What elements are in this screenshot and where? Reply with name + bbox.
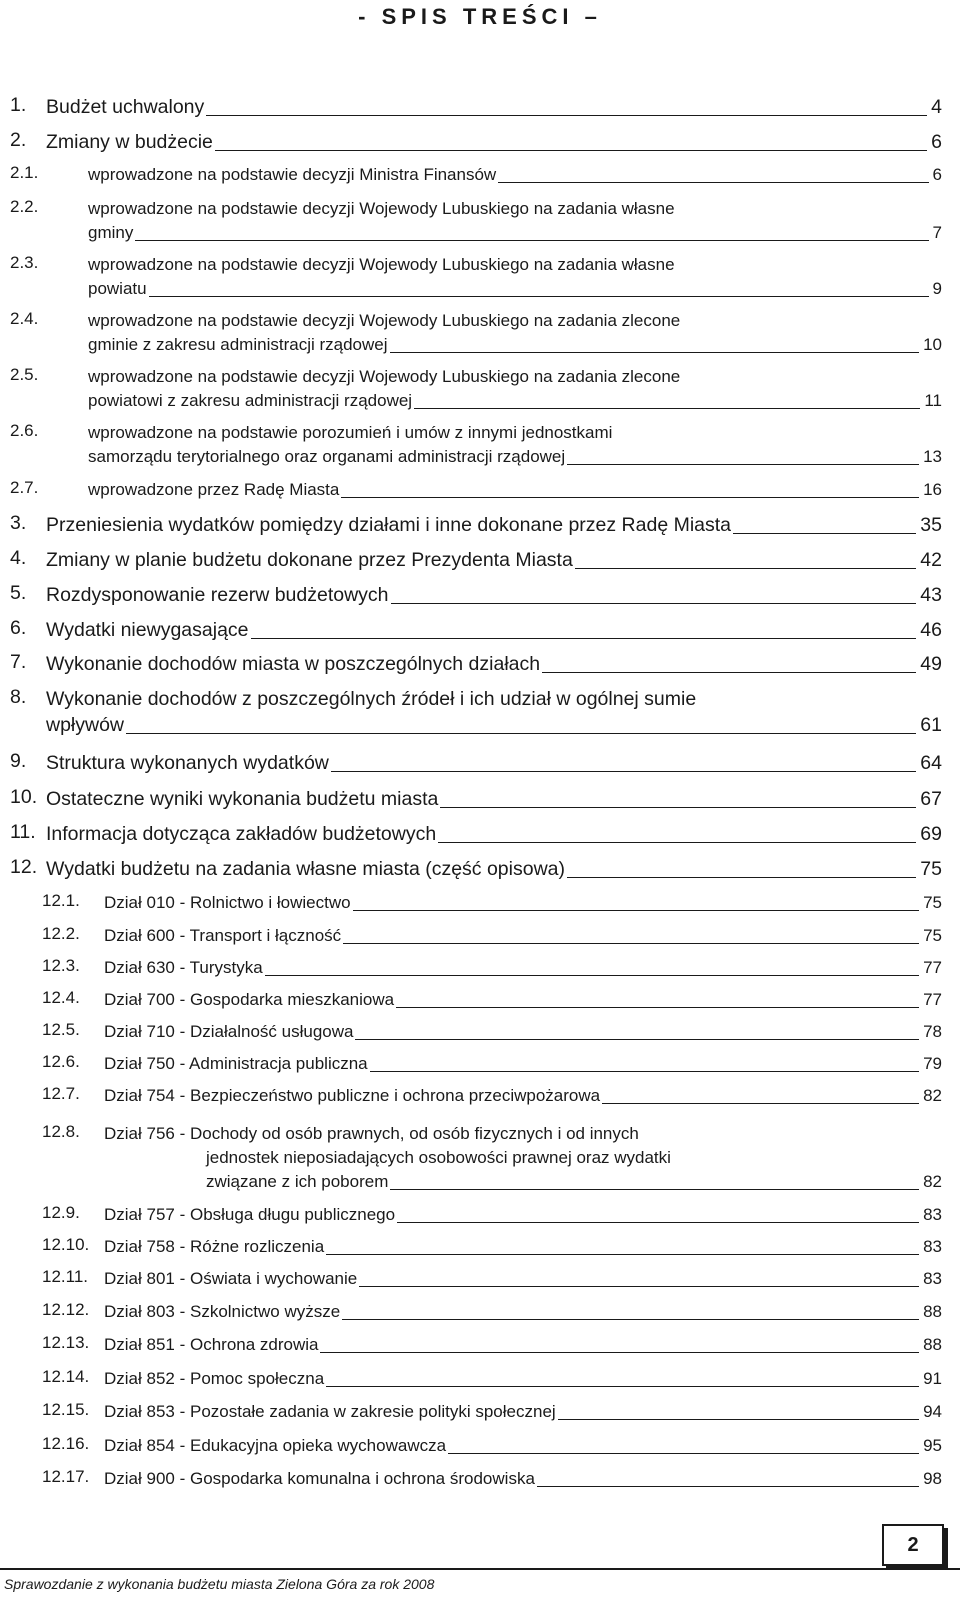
toc-entry-number: 12.10. [42,1235,90,1254]
toc-page-number: 69 [920,823,942,845]
toc-page-number: 83 [923,1205,942,1224]
toc-page-number: 49 [920,653,942,675]
toc-leader-line [396,1007,919,1008]
toc-entry-title: Dział 758 - Różne rozliczenia [104,1237,325,1256]
toc-leader-line [135,240,928,241]
toc-entry-title: Wykonanie dochodów z poszczególnych źródeł i ich udział w ogólnej sumie [46,688,697,710]
toc-entry-title: wprowadzone na podstawie decyzji Wojewody Lubuskiego na zadania zlecone [88,311,681,330]
toc-leader-line [602,1103,919,1104]
toc-entry-title: gminie z zakresu administracji rządowej [88,335,388,354]
toc-entry-title: Dział 757 - Obsługa długu publicznego [104,1205,396,1224]
page-title: - SPIS TREŚCI – [358,4,602,29]
toc-entry-title: wprowadzone przez Radę Miasta [88,480,340,499]
toc-entry-number: 3. [10,512,27,534]
toc-entry-title: jednostek nieposiadających osobowości prawnej oraz wydatki [206,1148,671,1167]
toc-page-number: 11 [924,391,942,410]
toc-page-number: 79 [923,1054,942,1073]
toc-entry-number: 12.3. [42,956,80,975]
toc-leader-line [343,943,919,944]
toc-leader-line [448,1453,919,1454]
toc-entry-number: 9. [10,750,27,772]
toc-entry-number: 12. [10,856,38,878]
toc-entry-number: 12.14. [42,1367,90,1386]
toc-page-number: 94 [923,1402,942,1421]
toc-entry-number: 2.7. [10,478,39,497]
toc-page-number: 9 [932,279,942,298]
toc-entry-number: 12.1. [42,891,80,910]
toc-entry-title: Dział 710 - Działalność usługowa [104,1022,354,1041]
toc-entry-number: 10. [10,786,38,808]
toc-entry-title: powiatowi z zakresu administracji rządowej [88,391,413,410]
toc-entry-number: 12.6. [42,1052,80,1071]
toc-page-number: 42 [920,549,942,571]
toc-page-number: 82 [923,1086,942,1105]
toc-entry-number: 12.9. [42,1203,80,1222]
toc-page-number: 75 [923,926,942,945]
toc-leader-line [542,672,916,673]
toc-entry-title: Dział 852 - Pomoc społeczna [104,1369,325,1388]
toc-leader-line [390,1189,919,1190]
toc-leader-line [206,115,927,116]
toc-leader-line [567,464,919,465]
toc-entry-number: 12.5. [42,1020,80,1039]
toc-leader-line [326,1386,919,1387]
toc-leader-line [567,877,916,878]
toc-entry-number: 1. [10,94,27,116]
toc-page-number: 75 [923,893,942,912]
toc-page-number: 77 [923,990,942,1009]
toc-page-number: 64 [920,752,942,774]
toc-entry-title: wprowadzone na podstawie porozumień i umów z innymi jednostkami [88,423,613,442]
toc-entry-number: 5. [10,582,27,604]
toc-page-number: 67 [920,788,942,810]
toc-entry-title: wprowadzone na podstawie decyzji Ministra Finansów [88,165,497,184]
toc-entry-number: 8. [10,686,27,708]
toc-page-number: 88 [923,1335,942,1354]
toc-page-number: 16 [923,480,942,499]
toc-leader-line [353,910,919,911]
toc-entry-number: 2.4. [10,309,39,328]
toc-entry-title: Ostateczne wyniki wykonania budżetu miasta [46,788,439,810]
toc-entry-title: Dział 854 - Edukacyjna opieka wychowawcza [104,1436,447,1455]
toc-entry-number: 7. [10,651,27,673]
toc-leader-line [414,408,920,409]
toc-entry-title: Dział 750 - Administracja publiczna [104,1054,368,1073]
toc-page-number: 7 [932,223,942,242]
toc-entry-number: 2.2. [10,197,39,216]
toc-page-number: 77 [923,958,942,977]
toc-entry-number: 12.4. [42,988,80,1007]
toc-entry-title: Dział 853 - Pozostałe zadania w zakresie polityki społecznej [104,1402,556,1421]
toc-leader-line [341,497,919,498]
toc-leader-line [126,733,916,734]
toc-leader-line [342,1319,919,1320]
toc-entry-number: 6. [10,617,27,639]
toc-leader-line [251,638,917,639]
toc-entry-title: Rozdysponowanie rezerw budżetowych [46,584,389,606]
toc-page-number: 83 [923,1269,942,1288]
toc-leader-line [390,352,920,353]
toc-entry-number: 12.17. [42,1467,90,1486]
toc-leader-line [370,1071,919,1072]
toc-entry-title: wpływów [46,714,125,736]
toc-leader-line [326,1254,919,1255]
toc-page-number: 10 [923,335,942,354]
toc-page-number: 78 [923,1022,942,1041]
toc-entry-title: Informacja dotycząca zakładów budżetowych [46,823,437,845]
toc-page-number: 61 [920,714,942,736]
toc-entry-title: Dział 010 - Rolnictwo i łowiectwo [104,893,351,912]
toc-page-number: 6 [931,131,942,153]
toc-entry-title: Wydatki budżetu na zadania własne miasta (część opisowa) [46,858,565,880]
toc-entry-title: wprowadzone na podstawie decyzji Wojewody Lubuskiego na zadania własne [88,199,675,218]
toc-entry-title: Wydatki niewygasające [46,619,249,641]
toc-entry-title: wprowadzone na podstawie decyzji Wojewody Lubuskiego na zadania zlecone [88,367,681,386]
toc-page-number: 35 [920,514,942,536]
toc-entry-number: 4. [10,547,27,569]
toc-entry-title: Zmiany w budżecie [46,131,213,153]
toc-leader-line [438,842,916,843]
toc-entry-title: Dział 700 - Gospodarka mieszkaniowa [104,990,395,1009]
toc-page-number: 98 [923,1469,942,1488]
toc-entry-number: 2.3. [10,253,39,272]
toc-page-number: 13 [923,447,942,466]
toc-entry-number: 12.15. [42,1400,90,1419]
toc-entry-title: gminy [88,223,134,242]
toc-leader-line [320,1352,919,1353]
toc-entry-number: 12.8. [42,1122,80,1141]
toc-leader-line [359,1286,919,1287]
toc-leader-line [575,568,917,569]
toc-entry-number: 12.11. [42,1267,89,1286]
toc-entry-title: Struktura wykonanych wydatków [46,752,329,774]
toc-page-number: 46 [920,619,942,641]
toc-page-number: 91 [923,1369,942,1388]
toc-entry-title: Zmiany w planie budżetu dokonane przez Prezydenta Miasta [46,549,573,571]
toc-leader-line [265,975,919,976]
toc-page-number: 88 [923,1302,942,1321]
toc-entry-title: Budżet uchwalony [46,96,205,118]
toc-entry-title: Dział 756 - Dochody od osób prawnych, od osób fizycznych i od innych [104,1124,639,1143]
toc-page-number: 82 [923,1172,942,1191]
toc-entry-number: 2.5. [10,365,39,384]
toc-entry-title: Przeniesienia wydatków pomiędzy działami i inne dokonane przez Radę Miasta [46,514,732,536]
toc-page-number: 95 [923,1436,942,1455]
toc-page-number: 6 [932,165,942,184]
toc-entry-title: powiatu [88,279,147,298]
toc-leader-line [391,603,917,604]
toc-entry-title: Dział 900 - Gospodarka komunalna i ochrona środowiska [104,1469,535,1488]
toc-leader-line [558,1419,919,1420]
footer-text: Sprawozdanie z wykonania budżetu miasta Zielona Góra za rok 2008 [4,1576,435,1592]
toc-entry-number: 12.2. [42,924,80,943]
toc-entry-number: 11. [10,821,36,843]
toc-entry-title: wprowadzone na podstawie decyzji Wojewody Lubuskiego na zadania własne [88,255,675,274]
toc-page-number: 83 [923,1237,942,1256]
page-number-box: 2 [882,1524,944,1566]
toc-leader-line [537,1486,919,1487]
toc-page-number: 75 [920,858,942,880]
toc-entry-title: Dział 754 - Bezpieczeństwo publiczne i ochrona przeciwpożarowa [104,1086,601,1105]
toc-entry-title: Dział 600 - Transport i łączność [104,926,342,945]
toc-entry-number: 12.7. [42,1084,80,1103]
toc-entry-title: samorządu terytorialnego oraz organami administracji rządowej [88,447,566,466]
footer-divider [0,1568,960,1570]
toc-leader-line [498,182,928,183]
toc-entry-number: 12.12. [42,1300,90,1319]
toc-leader-line [397,1222,919,1223]
toc-entry-number: 12.13. [42,1333,90,1352]
toc-page-number: 4 [931,96,942,118]
toc-entry-title: Dział 803 - Szkolnictwo wyższe [104,1302,341,1321]
toc-leader-line [331,771,916,772]
toc-entry-title: Wykonanie dochodów miasta w poszczególnych działach [46,653,541,675]
toc-entry-number: 2.6. [10,421,39,440]
toc-entry-title: związane z ich poborem [206,1172,389,1191]
toc-entry-title: Dział 851 - Ochrona zdrowia [104,1335,319,1354]
toc-entry-title: Dział 801 - Oświata i wychowanie [104,1269,358,1288]
toc-leader-line [149,296,929,297]
toc-leader-line [355,1039,919,1040]
toc-leader-line [215,150,927,151]
toc-leader-line [733,533,916,534]
toc-page-number: 43 [920,584,942,606]
toc-entry-number: 2.1. [10,163,39,182]
toc-leader-line [440,807,916,808]
toc-entry-number: 2. [10,129,27,151]
toc-entry-number: 12.16. [42,1434,90,1453]
toc-entry-title: Dział 630 - Turystyka [104,958,263,977]
